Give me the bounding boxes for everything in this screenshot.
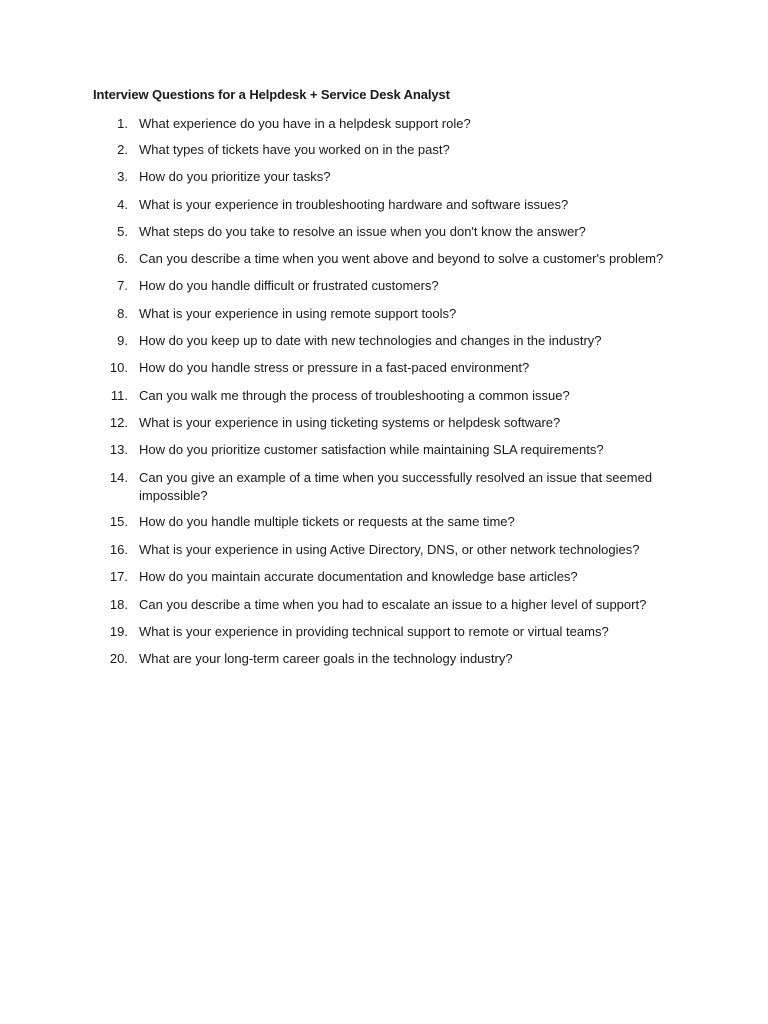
question-text: How do you handle multiple tickets or requests at the same time? — [139, 514, 515, 529]
question-text: How do you handle difficult or frustrated customers? — [139, 278, 439, 293]
question-number: 6. — [117, 251, 128, 266]
question-text: Can you walk me through the process of troubleshooting a common issue? — [139, 388, 570, 403]
question-number: 20. — [109, 651, 128, 666]
question-text: How do you handle stress or pressure in a fast-paced environment? — [139, 360, 530, 375]
question-text: How do you prioritize customer satisfaction while maintaining SLA requirements? — [139, 442, 604, 457]
question-text: What experience do you have in a helpdesk support role? — [139, 116, 471, 131]
question-number: 9. — [117, 333, 128, 348]
question-number: 10. — [109, 360, 128, 375]
question-number: 16. — [109, 542, 128, 557]
question-text: What is your experience in troubleshooting hardware and software issues? — [139, 197, 569, 212]
question-number: 18. — [109, 597, 128, 612]
question-number: 4. — [117, 197, 128, 212]
document-title: Interview Questions for a Helpdesk + Service Desk Analyst — [93, 87, 450, 102]
question-number: 13. — [109, 442, 128, 457]
question-number: 17. — [109, 569, 128, 584]
question-number: 8. — [117, 306, 128, 321]
question-number: 3. — [117, 169, 128, 184]
question-text: What is your experience in using remote support tools? — [139, 306, 457, 321]
question-number: 5. — [117, 224, 128, 239]
question-text: Can you describe a time when you went above and beyond to solve a customer's problem? — [139, 251, 664, 266]
question-text: How do you keep up to date with new technologies and changes in the industry? — [139, 333, 602, 348]
question-number: 15. — [109, 514, 128, 529]
question-number: 7. — [117, 278, 128, 293]
question-text: What are your long-term career goals in the technology industry? — [139, 651, 513, 666]
question-text: What is your experience in using Active Directory, DNS, or other network technologies? — [139, 542, 640, 557]
question-number: 19. — [109, 624, 128, 639]
question-number: 1. — [117, 116, 128, 131]
question-text: How do you maintain accurate documentation and knowledge base articles? — [139, 569, 578, 584]
question-text: What is your experience in using ticketing systems or helpdesk software? — [139, 415, 561, 430]
question-text: How do you prioritize your tasks? — [139, 169, 331, 184]
question-number: 11. — [110, 388, 128, 403]
question-text: What types of tickets have you worked on in the past? — [139, 142, 450, 157]
question-number: 2. — [117, 142, 128, 157]
question-text: Can you describe a time when you had to escalate an issue to a higher level of support? — [139, 597, 647, 612]
question-text: What is your experience in providing technical support to remote or virtual teams? — [139, 624, 609, 639]
question-number: 14. — [109, 470, 128, 485]
question-number: 12. — [109, 415, 128, 430]
question-text: Can you give an example of a time when you successfully resolved an issue that seemed impossible? — [139, 470, 653, 503]
question-text: What steps do you take to resolve an issue when you don't know the answer? — [139, 224, 586, 239]
